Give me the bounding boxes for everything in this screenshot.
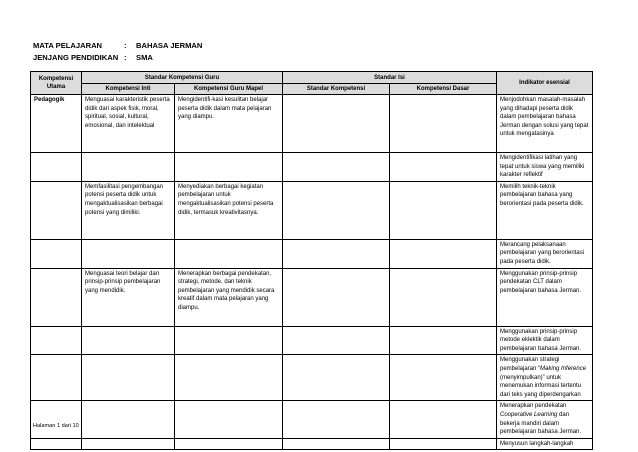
cell-mapel <box>175 438 283 450</box>
subject-value: BAHASA JERMAN <box>136 41 203 50</box>
cell-dasar <box>390 181 497 239</box>
table-row <box>31 268 593 326</box>
table-row <box>31 355 593 401</box>
subject-label: MATA PELAJARAN <box>33 41 103 50</box>
cell-inti <box>82 401 175 438</box>
level-value: SMA <box>136 53 153 62</box>
indikator-text: (menyimpulkan)” untuk menemukan informasi tertentu dari teks yang diperdengarkan <box>500 374 582 398</box>
table-row <box>31 326 593 355</box>
competency-table <box>30 71 593 450</box>
header-row-1 <box>31 72 593 84</box>
cell-inti <box>82 153 175 182</box>
header-kompetensi-inti: Kompetensi Inti <box>82 84 175 95</box>
cell-utama <box>31 401 82 438</box>
cell-utama <box>31 268 82 326</box>
cell-standar <box>283 355 390 401</box>
cell-dasar <box>390 355 497 401</box>
cell-standar <box>283 153 390 182</box>
cell-dasar <box>390 401 497 438</box>
cell-mapel <box>175 355 283 401</box>
cell-standar <box>283 401 390 438</box>
cell-mapel: Mengidentifi-kasi kesulitan belajar peserta didik dalam mata pelajaran yang diampu. <box>175 95 283 153</box>
table-row <box>31 153 593 182</box>
cell-inti: Menguasai karakteristik peserta didik dari aspek fisik, moral, spiritual, sosial, kultural, emosional, dan intelektual <box>82 95 175 153</box>
level-row <box>33 52 202 64</box>
level-label: JENJANG PENDIDIKAN <box>33 53 119 62</box>
cell-indikator: Mengidentifikasi latihan yang tepat untuk siswa yang memiliki karakter reflektif <box>497 153 593 182</box>
cell-utama <box>31 326 82 355</box>
cell-standar <box>283 326 390 355</box>
indikator-emphasis: Making Inference <box>540 365 587 372</box>
indikator-emphasis: Cooperative Learning <box>500 411 558 418</box>
cell-dasar <box>390 268 497 326</box>
cell-standar <box>283 181 390 239</box>
cell-inti: Memfasilitasi pengembangan potensi peserta didik untuk mengaktualisasikan berbagai potensi yang dimiliki. <box>82 181 175 239</box>
header-standar-guru: Standar Kompetensi Guru <box>82 72 283 84</box>
cell-utama <box>31 181 82 239</box>
cell-utama <box>31 239 82 268</box>
cell-indikator: Menjodohkan masalah-masalah yang dihadapi peserta didik dalam pembelajaran bahasa Jerman dengan solusi yang tepat untuk mengatasinya <box>497 95 593 153</box>
cell-mapel <box>175 401 283 438</box>
document-meta <box>33 40 202 64</box>
cell-mapel: Menyediakan berbagai kegiatan pembelajaran untuk mengaktualisasikan potensi peserta didik, termasuk kreativitasnya. <box>175 181 283 239</box>
cell-utama <box>31 355 82 401</box>
header-kompetensi-utama: Kompetensi Utama <box>31 72 82 95</box>
cell-mapel <box>175 239 283 268</box>
cell-indikator <box>497 355 593 401</box>
cell-standar <box>283 95 390 153</box>
cell-indikator <box>497 401 593 438</box>
cell-indikator: Menggunakan prinsip-prinsip pendekatan CLT dalam pembelajaran bahasa Jerman. <box>497 268 593 326</box>
cell-dasar <box>390 239 497 268</box>
cell-dasar <box>390 326 497 355</box>
cell-mapel <box>175 153 283 182</box>
table-row <box>31 438 593 450</box>
header-standar-isi: Standar Isi <box>283 72 497 84</box>
cell-utama: Pedagogik <box>31 95 82 153</box>
level-colon: : <box>124 53 127 62</box>
cell-standar <box>283 268 390 326</box>
cell-dasar <box>390 438 497 450</box>
header-kompetensi-dasar: Kompetensi Dasar <box>390 84 497 95</box>
subject-row <box>33 40 202 52</box>
indikator-text: Menerapkan pendekatan <box>500 403 567 410</box>
indikator-text: Menggunakan strategi pembelajaran “ <box>500 357 560 372</box>
cell-dasar <box>390 153 497 182</box>
cell-indikator: Menyusun langkah-langkah <box>497 438 593 450</box>
cell-inti: Menguasai teori belajar dan prinsip-prinsip pembelajaran yang mendidik. <box>82 268 175 326</box>
indikator-text: dan bekerja mandiri dalam pembelajaran bahasa Jerman. <box>500 411 582 436</box>
subject-colon: : <box>124 41 127 50</box>
header-kompetensi-mapel: Kompetensi Guru Mapel <box>175 84 283 95</box>
cell-utama <box>31 438 82 450</box>
cell-inti <box>82 326 175 355</box>
header-indikator: Indikator esensial <box>497 72 593 95</box>
header-standar-kompetensi: Standar Kompetensi <box>283 84 390 95</box>
cell-inti <box>82 355 175 401</box>
cell-mapel <box>175 326 283 355</box>
cell-dasar <box>390 95 497 153</box>
cell-indikator: Memilih teknik-teknik pembelajaran bahasa yang berorientasi pada peserta didik. <box>497 181 593 239</box>
cell-indikator: Menggunakan prinsip-prinsip metode eklektik dalam pembelajaran bahasa Jerman. <box>497 326 593 355</box>
cell-utama <box>31 153 82 182</box>
cell-mapel: Menerapkan berbagai pendekatan, strategi, metode, dan teknik pembelajaran yang mendidik secara kreatif dalam mata pelajaran yang diampu. <box>175 268 283 326</box>
cell-inti <box>82 239 175 268</box>
page-footer: Halaman 1 dari 10 <box>33 423 79 429</box>
table-row <box>31 401 593 438</box>
cell-inti <box>82 438 175 450</box>
table-row <box>31 95 593 153</box>
cell-indikator: Merancang pelaksanaan pembelajaran yang berorientasi pada peserta didik. <box>497 239 593 268</box>
table-row <box>31 181 593 239</box>
table-row <box>31 239 593 268</box>
cell-standar <box>283 438 390 450</box>
cell-standar <box>283 239 390 268</box>
